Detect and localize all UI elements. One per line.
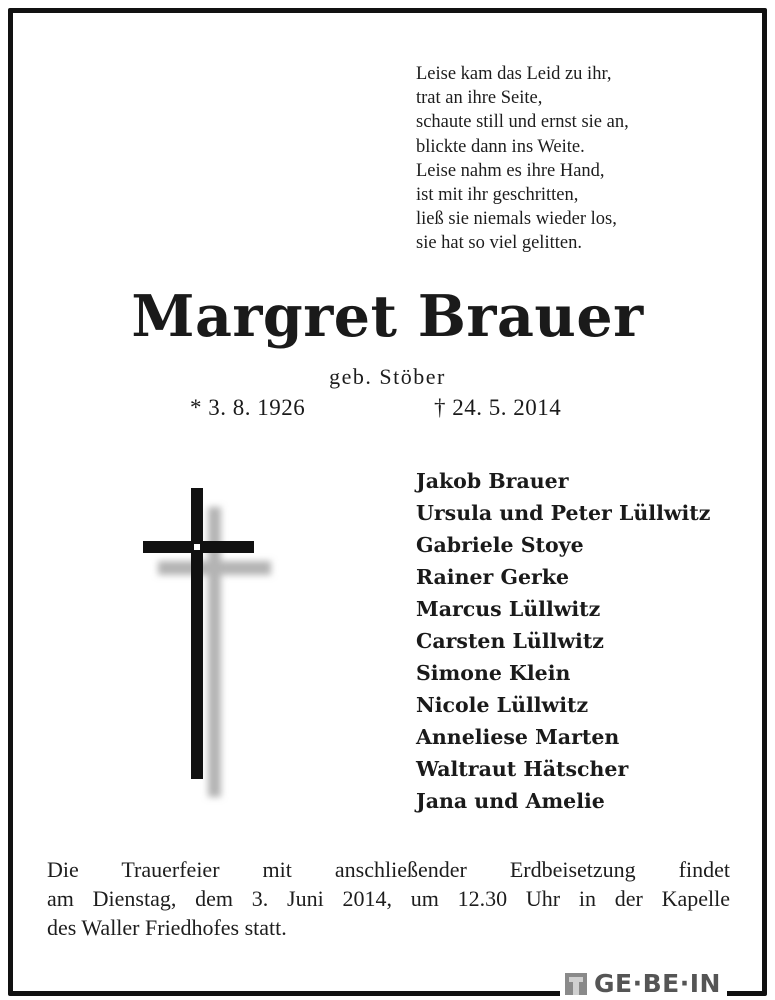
mourner-name: Marcus Lüllwitz [416,597,601,621]
mourner-name: Carsten Lüllwitz [416,629,604,653]
announcement-line: am Dienstag, dem 3. Juni 2014, um 12.30 Uhr in der Kapelle [47,886,730,911]
mourner-name: Ursula und Peter Lüllwitz [416,501,711,525]
maiden-name: geb. Stöber [329,364,446,389]
logo-text: GE·BE·IN [594,968,721,998]
poem-line: ließ sie niemals wieder los, [416,209,617,230]
mourner-name: Nicole Lüllwitz [416,693,589,717]
mourner-name: Waltraut Hätscher [416,757,629,781]
mourner-name: Jana und Amelie [416,789,605,813]
birth-date: * 3. 8. 1926 [190,395,306,420]
poem-line: schaute still und ernst sie an, [416,112,629,133]
poem-line: ist mit ihr geschritten, [416,185,579,206]
poem [416,62,629,256]
poem-line: sie hat so viel gelitten. [416,233,582,254]
logo-mark-icon [564,970,590,996]
mourner-name: Anneliese Marten [416,725,620,749]
mourners-list [416,465,710,817]
mourner-name: Jakob Brauer [416,469,569,493]
announcement-line: des Waller Friedhofes statt. [47,915,287,940]
mourner-name: Simone Klein [416,661,571,685]
cross-shape [143,488,254,779]
publisher-logo [560,966,727,1000]
poem-line: Leise nahm es ihre Hand, [416,160,605,181]
death-date: † 24. 5. 2014 [434,395,562,420]
poem-line: trat an ihre Seite, [416,88,543,109]
mourner-name: Gabriele Stoye [416,533,584,557]
poem-line: Leise kam das Leid zu ihr, [416,64,612,84]
cross-icon [140,485,280,805]
deceased-name: Margret Brauer [131,283,644,350]
poem-line: blickte dann ins Weite. [416,136,585,157]
announcement-line: Die Trauerfeier mit anschließender Erdbeisetzung findet [47,857,730,882]
mourner-name: Rainer Gerke [416,565,570,589]
funeral-announcement [47,855,730,942]
